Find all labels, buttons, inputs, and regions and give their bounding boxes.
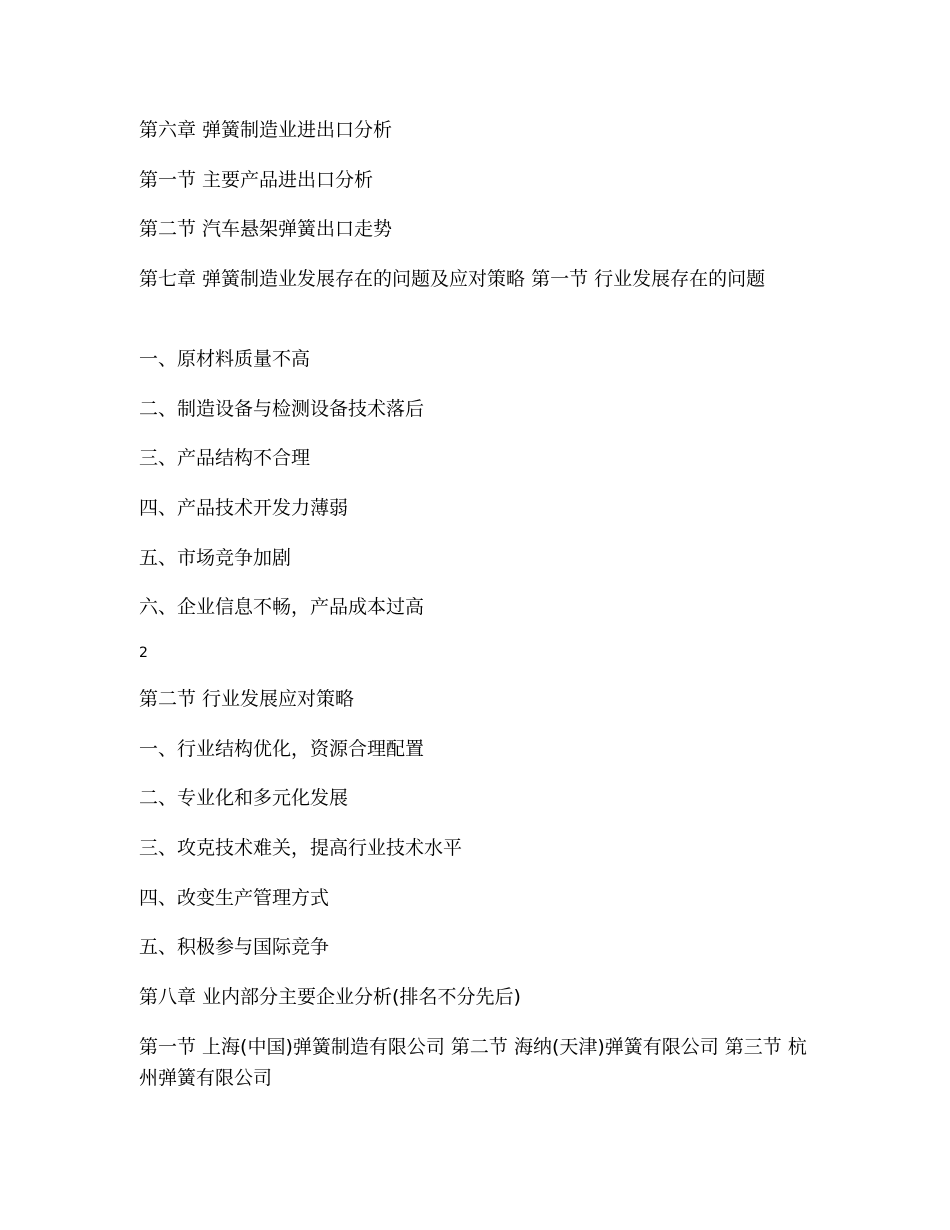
toc-section-6-1: 第一节 主要产品进出口分析 (139, 169, 374, 191)
toc-item-7-2-5: 五、积极参与国际竞争 (139, 936, 330, 958)
toc-item-7-2-4: 四、改变生产管理方式 (139, 887, 330, 909)
toc-chapter-7: 第七章 弹簧制造业发展存在的问题及应对策略 第一节 行业发展存在的问题 (139, 268, 766, 290)
toc-section-6-2: 第二节 汽车悬架弹簧出口走势 (139, 218, 393, 240)
toc-sections-8: 第一节 上海(中国)弹簧制造有限公司 第二节 海纳(天津)弹簧有限公司 第三节 杭州弹簧有限公司 (139, 1036, 807, 1089)
toc-chapter-8: 第八章 业内部分主要企业分析(排名不分先后) (139, 986, 521, 1008)
toc-item-7-1-2: 二、制造设备与检测设备技术落后 (139, 398, 425, 420)
toc-item-7-2-3: 三、攻克技术难关，提高行业技术水平 (139, 837, 463, 859)
toc-chapter-6: 第六章 弹簧制造业进出口分析 (139, 119, 393, 141)
toc-item-7-1-6: 六、企业信息不畅，产品成本过高 (139, 596, 425, 618)
page-number: 2 (139, 645, 148, 661)
toc-section-7-2: 第二节 行业发展应对策略 (139, 688, 355, 710)
toc-item-7-2-2: 二、专业化和多元化发展 (139, 787, 349, 809)
toc-item-7-1-3: 三、产品结构不合理 (139, 447, 311, 469)
toc-item-7-1-5: 五、市场竞争加剧 (139, 547, 292, 569)
toc-item-7-1-1: 一、原材料质量不高 (139, 348, 311, 370)
toc-item-7-1-4: 四、产品技术开发力薄弱 (139, 497, 349, 519)
toc-item-7-2-1: 一、行业结构优化，资源合理配置 (139, 738, 425, 760)
